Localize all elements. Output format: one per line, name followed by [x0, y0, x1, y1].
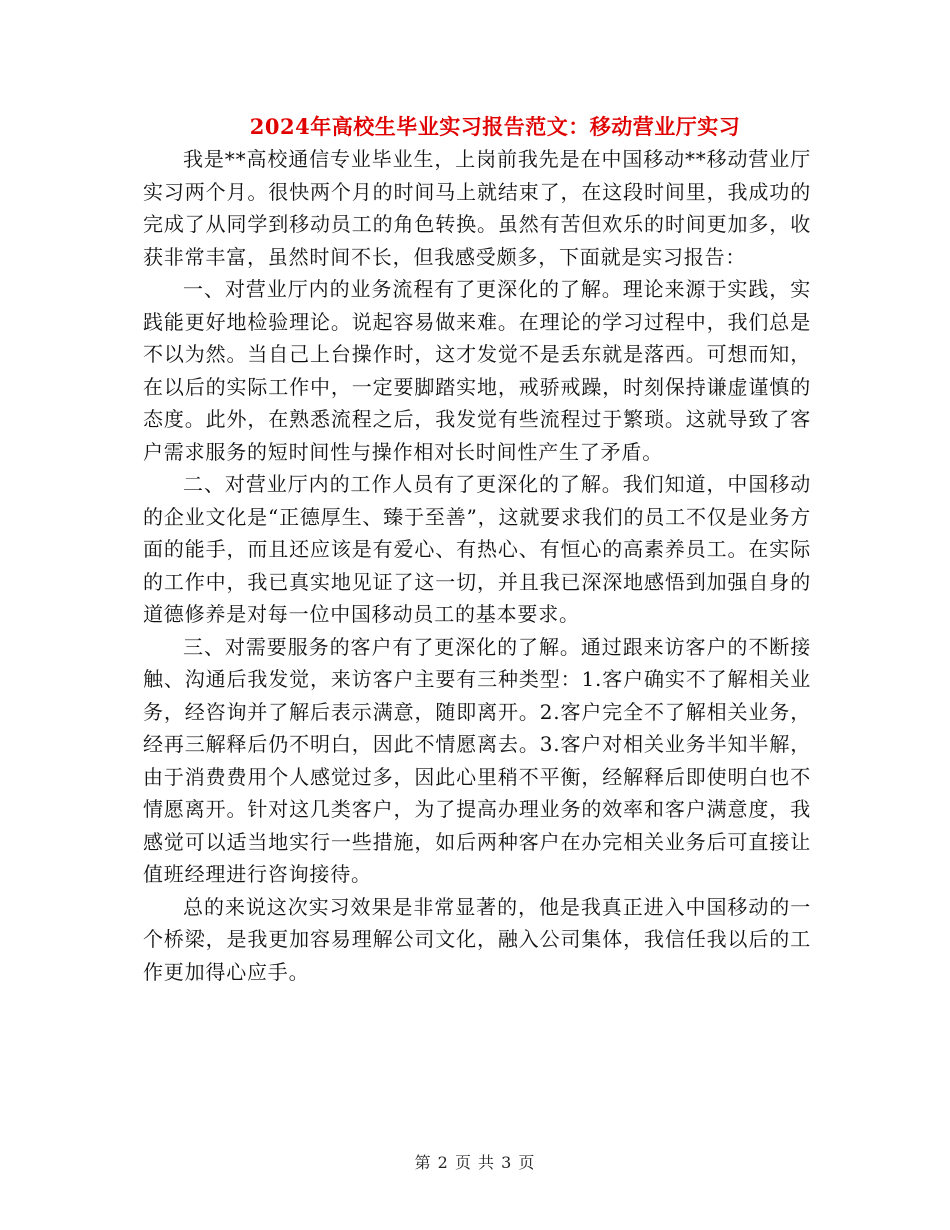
- paragraph-staff: 二、对营业厅内的工作人员有了更深化的了解。我们知道，中国移动的企业文化是“正德厚生、臻于至善”，这就要求我们的员工不仅是业务方面的能手，而且还应该是有爱心、有热心、有恒心的高素养员工。在实际的工作中，我已真实地见证了这一切，并且我已深深地感悟到加强自身的道德修养是对每一位中国移动员工的基本要求。: [143, 472, 811, 626]
- document-title: 2024年高校生毕业实习报告范文：移动营业厅实习: [249, 114, 741, 139]
- paragraph-business-process: 一、对营业厅内的业务流程有了更深化的了解。理论来源于实践，实践能更好地检验理论。说起容易做来难。在理论的学习过程中，我们总是不以为然。当自己上台操作时，这才发觉不是丢东就是落西。可想而知，在以后的实际工作中，一定要脚踏实地，戒骄戒躁，时刻保持谦虚谨慎的态度。此外，在熟悉流程之后，我发觉有些流程过于繁琐。这就导致了客户需求服务的短时间性与操作相对长时间性产生了矛盾。: [143, 277, 811, 464]
- page-footer: 第 2 页 共 3 页: [414, 1153, 536, 1172]
- paragraph-customers: 三、对需要服务的客户有了更深化的了解。通过跟来访客户的不断接触、沟通后我发觉，来访客户主要有三种类型：1.客户确实不了解相关业务，经咨询并了解后表示满意，随即离开。2.客户完全不了解相关业务，经再三解释后仍不明白，因此不情愿离去。3.客户对相关业务半知半解，由于消费费用个人感觉过多，因此心里稍不平衡，经解释后即使明白也不情愿离开。针对这几类客户，为了提高办理业务的效率和客户满意度，我感觉可以适当地实行一些措施，如后两种客户在办完相关业务后可直接让值班经理进行咨询接待。: [143, 634, 811, 886]
- document-body: [143, 143, 811, 988]
- paragraph-intro: 我是**高校通信专业毕业生，上岗前我先是在中国移动**移动营业厅实习两个月。很快两个月的时间马上就结束了，在这段时间里，我成功的完成了从同学到移动员工的角色转换。虽然有苦但欢乐的时间更加多，收获非常丰富，虽然时间不长，但我感受颇多，下面就是实习报告：: [143, 147, 811, 269]
- paragraph-conclusion: 总的来说这次实习效果是非常显著的，他是我真正进入中国移动的一个桥梁，是我更加容易理解公司文化，融入公司集体，我信任我以后的工作更加得心应手。: [143, 894, 811, 984]
